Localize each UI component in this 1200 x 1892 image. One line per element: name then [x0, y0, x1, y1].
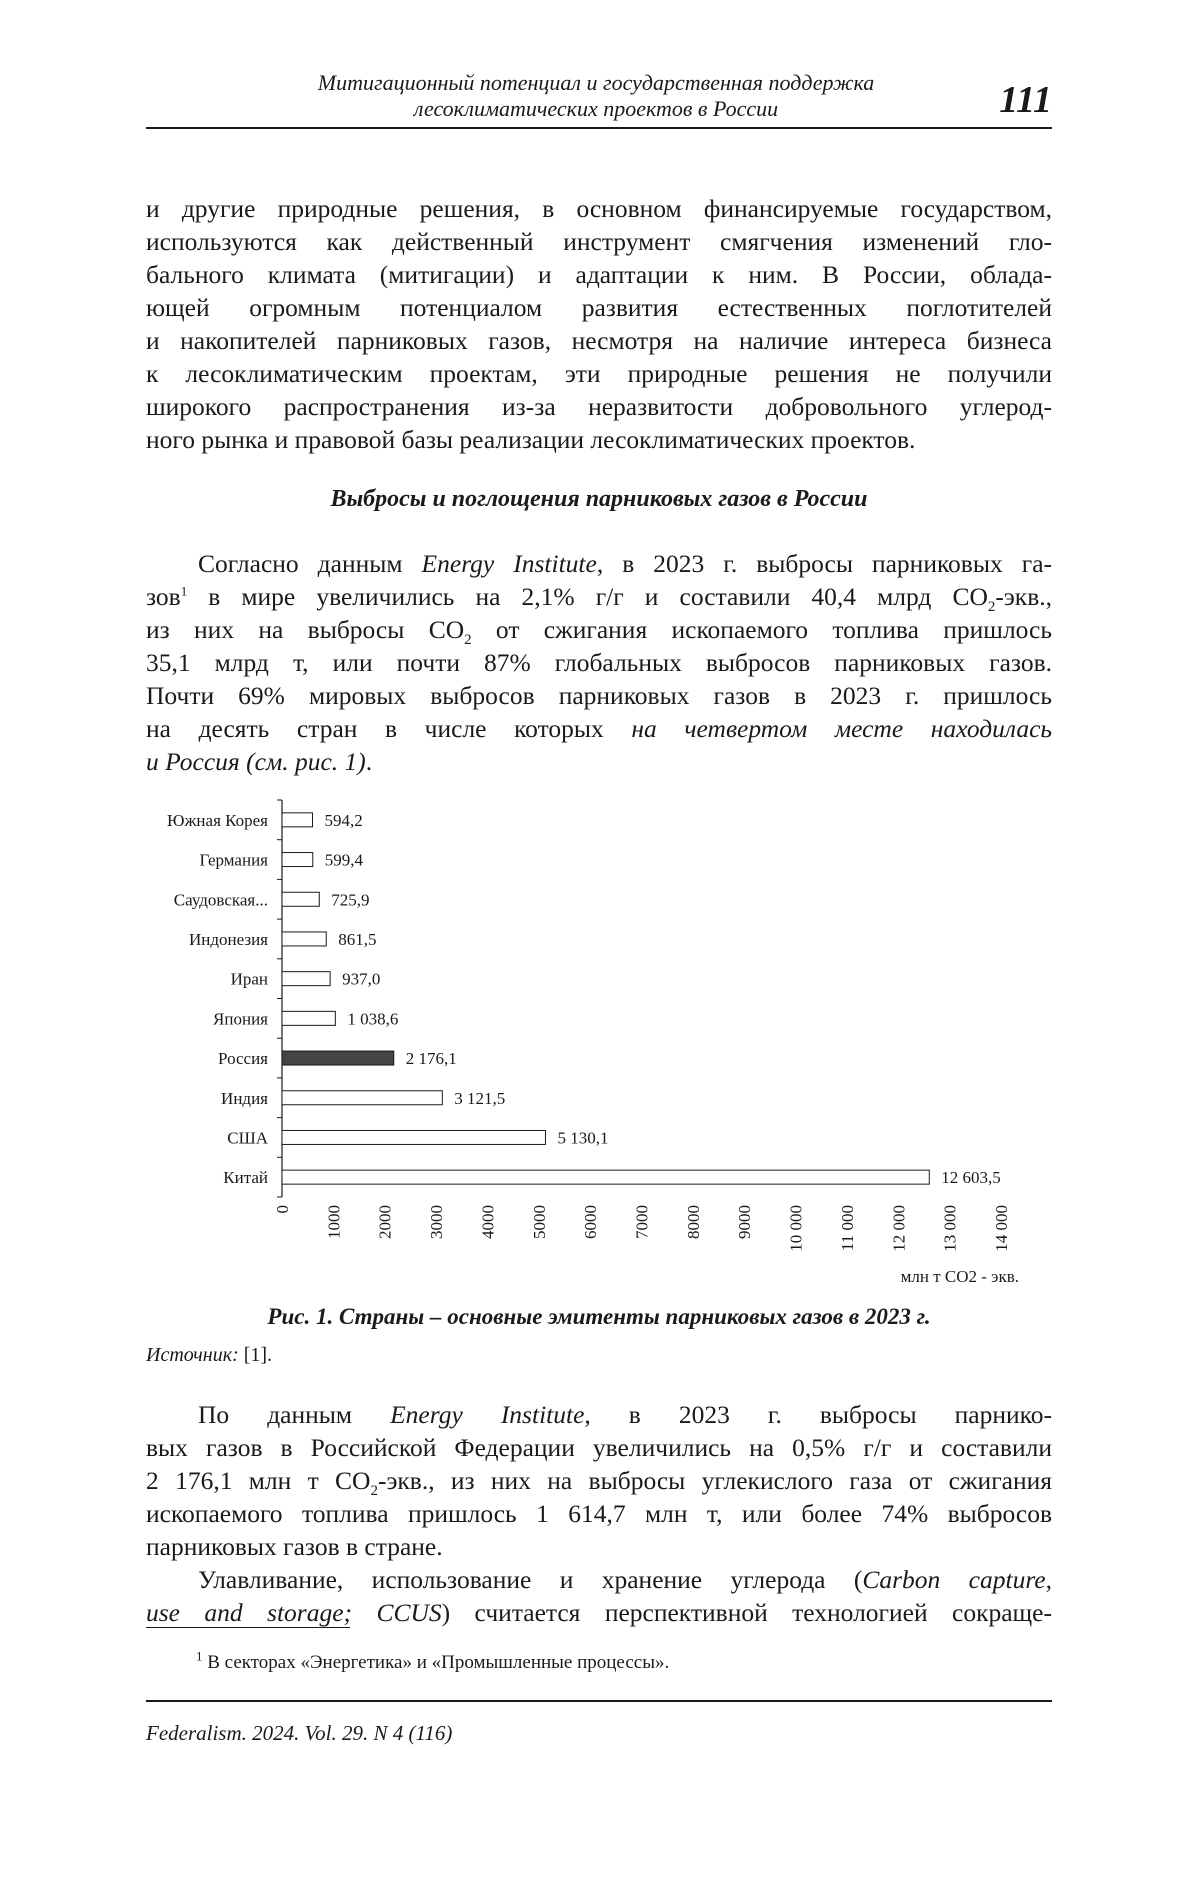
x-tick-label: 6000 [581, 1205, 601, 1239]
figure-source [146, 1343, 272, 1367]
value-label: 12 603,5 [941, 1168, 1001, 1188]
bar [282, 972, 330, 986]
text-line: Улавливание, использование и хранение углерода (Carbon capture, [198, 1565, 1052, 1594]
text-line: и другие природные решения, в основном финансируемые государством, [146, 194, 1052, 223]
x-tick-label: 8000 [683, 1205, 703, 1239]
category-label: Германия [199, 850, 268, 870]
text-line: бального климата (митигации) и адаптации к ним. В России, облада- [146, 260, 1052, 289]
text-line: ющей огромным потенциалом развития естественных поглотителей [146, 293, 1052, 322]
value-label: 2 176,1 [405, 1049, 457, 1069]
bar [282, 1051, 394, 1065]
x-tick-label: 14 000 [992, 1205, 1011, 1252]
text-line: По данным Energy Institute, в 2023 г. выбросы парнико- [198, 1400, 1052, 1429]
x-tick-label: 4000 [478, 1205, 498, 1239]
value-label: 599,4 [324, 850, 364, 870]
text-line: use and storage; CCUS) считается перспективной технологией сокраще- [146, 1598, 1052, 1627]
category-label: Россия [218, 1049, 268, 1069]
text-line: на десять стран в числе которых на четвертом месте находилась [146, 714, 1052, 743]
text-line: к лесоклиматическим проектам, эти природные решения не получили [146, 359, 1052, 388]
value-label: 861,5 [338, 929, 377, 949]
value-label: 725,9 [331, 890, 370, 910]
text-line: широкого распространения из-за неразвитости добровольного углерод- [146, 392, 1052, 421]
text-line: зов$^1$ в мире увеличились на 2,1% г/г и составили 40,4 млрд $СО_2$-экв., [146, 582, 1052, 616]
source-reference: [1]. [238, 1344, 273, 1366]
footnote-rule [146, 1627, 350, 1628]
text-line: 2 176,1 млн т $СО_2$-экв., из них на выбросы углекислого газа от сжигания [146, 1466, 1052, 1500]
value-label: 1 038,6 [347, 1009, 399, 1029]
figure-caption: Рис. 1. Страны – основные эмитенты парниковых газов в 2023 г. [267, 1304, 931, 1329]
text-line: из них на выбросы $СО_2$ от сжигания ископаемого топлива пришлось [146, 615, 1052, 649]
source-label: Источник: [146, 1344, 239, 1366]
emitters-bar-chart [146, 796, 1052, 1296]
value-label: 3 121,5 [454, 1088, 506, 1108]
x-tick-label: 1000 [324, 1205, 344, 1239]
footnote-text: В секторах «Энергетика» и «Промышленные процессы». [202, 1652, 670, 1673]
journal-footer: Federalism. 2024. Vol. 29. N 4 (116) [146, 1721, 453, 1745]
paragraph-ccus [146, 1563, 1052, 1629]
section-heading: Выбросы и поглощения парниковых газов в России [330, 486, 868, 512]
bar [282, 932, 326, 946]
page-number: 111 [999, 79, 1052, 121]
paragraph-russia-emissions [146, 1398, 1052, 1563]
bar [282, 1091, 442, 1105]
category-label: США [227, 1128, 268, 1148]
category-label: Саудовская... [173, 890, 268, 910]
x-tick-label: 3000 [427, 1205, 447, 1239]
text-line: используются как действенный инструмент смягчения изменений гло- [146, 227, 1052, 256]
text-line: и накопителей парниковых газов, несмотря на наличие интереса бизнеса [146, 326, 1052, 355]
category-label: Япония [213, 1009, 268, 1029]
text-line: Согласно данным Energy Institute, в 2023 г. выбросы парниковых га- [198, 549, 1052, 578]
footnote-mark: 1 [196, 1648, 203, 1664]
paragraph-intro [146, 192, 1052, 456]
bar [282, 892, 319, 906]
text-line: 35,1 млрд т, или почти 87% глобальных выбросов парниковых газов. [146, 648, 1052, 677]
category-label: Иран [230, 969, 268, 989]
text-line: Почти 69% мировых выбросов парниковых газов в 2023 г. пришлось [146, 681, 1052, 710]
x-axis-title: млн т СО2 - экв. [900, 1267, 1019, 1286]
x-tick-label: 13 000 [940, 1205, 960, 1252]
running-title [286, 70, 906, 122]
running-title-line-1: Митигационный потенциал и государственная поддержка [317, 70, 875, 95]
x-tick-label: 11 000 [837, 1205, 857, 1252]
category-label: Индонезия [188, 929, 268, 949]
text-line: парниковых газов в стране. [146, 1532, 443, 1561]
value-label: 937,0 [342, 969, 381, 989]
text-line: ископаемого топлива пришлось 1 614,7 млн т, или более 74% выбросов [146, 1499, 1052, 1528]
text-line: вых газов в Российской Федерации увеличились на 0,5% г/г и составили [146, 1433, 1052, 1462]
bar [282, 853, 313, 867]
footnote [196, 1648, 670, 1675]
value-label: 594,2 [324, 810, 363, 830]
header-rule [146, 127, 1052, 129]
x-tick-label: 5000 [529, 1205, 549, 1239]
x-tick-label: 7000 [632, 1205, 652, 1239]
x-tick-label: 9000 [735, 1205, 755, 1239]
text-line: ного рынка и правовой базы реализации лесоклиматических проектов. [146, 425, 916, 454]
bar [282, 1011, 335, 1025]
category-label: Южная Корея [167, 810, 268, 830]
x-tick-label: 2000 [375, 1205, 395, 1239]
running-title-line-2: лесоклиматических проектов в России [413, 96, 779, 121]
running-header [146, 70, 1052, 128]
footnote-ref: 1 [180, 583, 188, 599]
footer-rule [146, 1700, 1052, 1702]
value-label: 5 130,1 [557, 1128, 609, 1148]
bar [282, 813, 313, 827]
x-tick-label: 12 000 [889, 1205, 909, 1252]
paragraph-global-emissions [146, 547, 1052, 778]
x-tick-label: 0 [273, 1205, 292, 1214]
category-label: Китай [223, 1168, 268, 1188]
category-label: Индия [221, 1088, 268, 1108]
x-tick-label: 10 000 [786, 1205, 806, 1252]
bar [282, 1130, 545, 1144]
bar [282, 1170, 929, 1184]
chart-svg [146, 796, 1052, 1296]
text-line: и Россия (см. рис. 1). [146, 747, 373, 776]
